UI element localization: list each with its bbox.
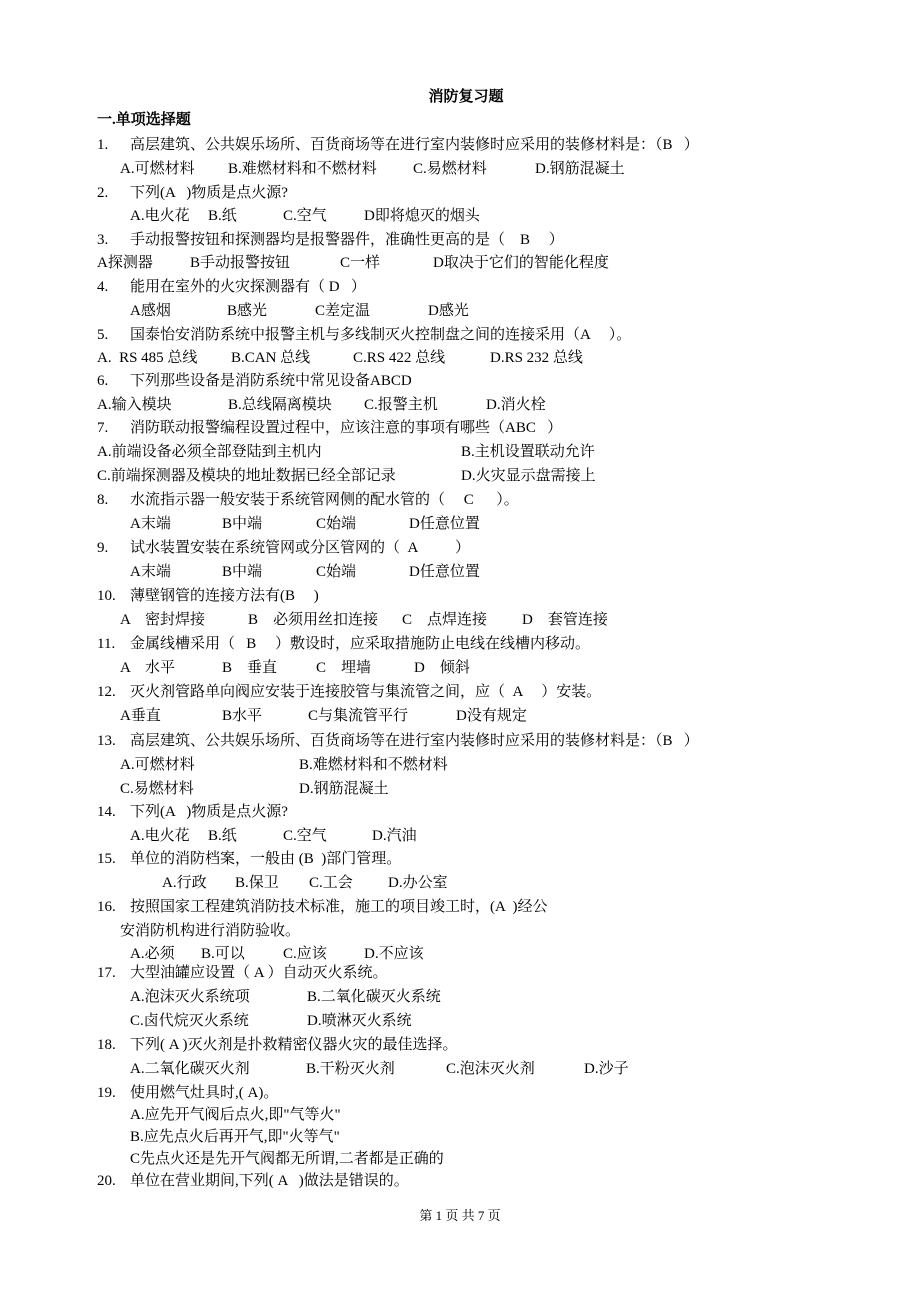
question-7-option-b: B.主机设置联动允许	[461, 444, 595, 460]
question-12-text: 灭火剂管路单向阀应安装于连接胶管与集流管之间，应（ A ）安装。	[130, 684, 602, 700]
question-9-option-b: B中端	[222, 564, 263, 580]
question-13-option-c: C.易燃材料	[120, 781, 194, 797]
question-14-option-a: A.电火花	[130, 828, 190, 844]
question-13-option-b: B.难燃材料和不燃材料	[299, 757, 448, 773]
question-1-option-b: B.难燃材料和不燃材料	[228, 161, 377, 177]
question-2-option-c: C.空气	[283, 208, 327, 224]
question-10-number: 10.	[97, 588, 116, 604]
question-17-number: 17.	[97, 965, 116, 981]
question-14-option-d: D.汽油	[372, 828, 417, 844]
question-19-option-b: B.应先点火后再开气,即"火等气"	[130, 1129, 340, 1145]
question-6-option-b: B.总线隔离模块	[228, 397, 332, 413]
question-19-option-c: C先点火还是先开气阀都无所谓,二者都是正确的	[130, 1151, 444, 1167]
question-1-option-d: D.钢筋混凝土	[535, 161, 625, 177]
question-5-number: 5.	[97, 327, 109, 343]
question-14-option-b: B.纸	[208, 828, 237, 844]
question-17-text: 大型油罐应设置（ A ）自动灭火系统。	[130, 965, 388, 981]
question-6-option-d: D.消火栓	[486, 397, 546, 413]
question-11-text: 金属线槽采用（ B ）敷设时，应采取措施防止电线在线槽内移动。	[130, 636, 591, 652]
question-12-option-a: A垂直	[120, 708, 161, 724]
question-14-number: 14.	[97, 804, 116, 820]
question-13-text: 高层建筑、公共娱乐场所、百货商场等在进行室内装修时应采用的装修材料是：（B ）	[130, 733, 699, 749]
question-15-number: 15.	[97, 851, 116, 867]
question-19-text: 使用燃气灶具时,( A)。	[130, 1085, 279, 1101]
question-19-number: 19.	[97, 1085, 116, 1101]
question-16-option-c: C.应该	[283, 946, 327, 962]
question-8-option-d: D任意位置	[409, 516, 480, 532]
question-4-option-c: C差定温	[315, 303, 371, 319]
question-7-number: 7.	[97, 420, 109, 436]
question-20-text: 单位在营业期间,下列( A )做法是错误的。	[130, 1173, 409, 1189]
question-13-option-d: D.钢筋混凝土	[299, 781, 389, 797]
question-17-option-b: B.二氧化碳灭火系统	[307, 989, 441, 1005]
question-13-number: 13.	[97, 733, 116, 749]
question-8-option-a: A末端	[130, 516, 171, 532]
question-14-option-c: C.空气	[283, 828, 327, 844]
question-17-option-c: C.卤代烷灭火系统	[130, 1013, 249, 1029]
question-10-option-b: B 必须用丝扣连接	[248, 612, 379, 628]
question-11-option-c: C 埋墙	[316, 660, 372, 676]
question-12-number: 12.	[97, 684, 116, 700]
question-3-number: 3.	[97, 232, 109, 248]
question-8-option-c: C始端	[316, 516, 357, 532]
question-7-option-c: C.前端探测器及模块的地址数据已经全部记录	[97, 468, 396, 484]
question-6-text: 下列那些设备是消防系统中常见设备ABCD	[130, 373, 412, 389]
question-1-option-c: C.易燃材料	[413, 161, 487, 177]
question-8-number: 8.	[97, 492, 109, 508]
question-18-option-b: B.干粉灭火剂	[306, 1061, 395, 1077]
question-10-text: 薄壁钢管的连接方法有(B )	[130, 588, 319, 604]
section-heading: 一.单项选择题	[97, 112, 191, 128]
question-7-option-a: A.前端设备必须全部登陆到主机内	[97, 444, 322, 460]
question-18-number: 18.	[97, 1037, 116, 1053]
question-1-number: 1.	[97, 137, 109, 153]
question-15-option-c: C.工会	[309, 875, 353, 891]
question-19-option-a: A.应先开气阀后点火,即"气等火"	[130, 1107, 341, 1123]
question-18-text: 下列( A )灭火剂是扑救精密仪器火灾的最佳选择。	[130, 1037, 458, 1053]
question-6-number: 6.	[97, 373, 109, 389]
question-2-text: 下列(A )物质是点火源?	[130, 185, 288, 201]
question-16-text-continued: 安消防机构进行消防验收。	[120, 923, 301, 939]
question-11-option-b: B 垂直	[222, 660, 278, 676]
question-13-option-a: A.可燃材料	[120, 757, 195, 773]
question-8-option-b: B中端	[222, 516, 263, 532]
question-9-option-c: C始端	[316, 564, 357, 580]
question-1-text: 高层建筑、公共娱乐场所、百货商场等在进行室内装修时应采用的装修材料是：（B ）	[130, 137, 699, 153]
question-20-number: 20.	[97, 1173, 116, 1189]
question-5-option-c: C.RS 422 总线	[353, 350, 446, 366]
question-2-number: 2.	[97, 185, 109, 201]
question-3-option-a: A探测器	[97, 255, 153, 271]
question-9-text: 试水装置安装在系统管网或分区管网的（ A ）	[130, 540, 471, 556]
question-2-option-d: D即将熄灭的烟头	[364, 208, 480, 224]
question-14-text: 下列(A )物质是点火源?	[130, 804, 288, 820]
question-2-option-b: B.纸	[208, 208, 237, 224]
question-15-option-d: D.办公室	[388, 875, 448, 891]
question-8-text: 水流指示器一般安装于系统管网侧的配水管的（ C ）。	[130, 492, 519, 508]
question-17-option-d: D.喷淋灭火系统	[307, 1013, 412, 1029]
question-11-option-d: D 倾斜	[414, 660, 470, 676]
question-16-number: 16.	[97, 899, 116, 915]
question-4-number: 4.	[97, 279, 109, 295]
question-12-option-b: B水平	[222, 708, 263, 724]
question-3-text: 手动报警按钮和探测器均是报警器件，准确性更高的是（ B ）	[130, 232, 564, 248]
question-17-option-a: A.泡沫灭火系统项	[130, 989, 250, 1005]
question-10-option-d: D 套管连接	[522, 612, 608, 628]
question-10-option-a: A 密封焊接	[120, 612, 206, 628]
question-4-text: 能用在室外的火灾探测器有（ D ）	[130, 279, 366, 295]
question-5-option-b: B.CAN 总线	[231, 350, 311, 366]
question-18-option-d: D.沙子	[584, 1061, 629, 1077]
question-5-option-d: D.RS 232 总线	[490, 350, 583, 366]
page-title: 消防复习题	[428, 89, 504, 105]
page-footer: 第 1 页 共 7 页	[419, 1208, 501, 1223]
question-3-option-b: B手动报警按钮	[190, 255, 291, 271]
question-3-option-c: C一样	[340, 255, 381, 271]
question-15-text: 单位的消防档案，一般由 (B )部门管理。	[130, 851, 402, 867]
question-16-option-d: D.不应该	[364, 946, 424, 962]
question-16-text: 按照国家工程建筑消防技术标准，施工的项目竣工时，(A )经公	[130, 899, 548, 915]
question-7-text: 消防联动报警编程设置过程中，应该注意的事项有哪些（ABC ）	[130, 420, 563, 436]
question-12-option-c: C与集流管平行	[308, 708, 409, 724]
question-5-text: 国泰怡安消防系统中报警主机与多线制灭火控制盘之间的连接采用（A ）。	[130, 327, 632, 343]
question-1-option-a: A.可燃材料	[120, 161, 195, 177]
question-11-number: 11.	[97, 636, 116, 652]
question-18-option-c: C.泡沫灭火剂	[446, 1061, 535, 1077]
question-12-option-d: D没有规定	[456, 708, 527, 724]
question-2-option-a: A.电火花	[130, 208, 190, 224]
question-5-option-a: A. RS 485 总线	[97, 350, 198, 366]
question-18-option-a: A.二氧化碳灭火剂	[130, 1061, 250, 1077]
question-4-option-b: B感光	[227, 303, 268, 319]
question-4-option-d: D感光	[428, 303, 469, 319]
question-10-option-c: C 点焊连接	[402, 612, 488, 628]
question-9-number: 9.	[97, 540, 109, 556]
question-9-option-a: A末端	[130, 564, 171, 580]
question-15-option-b: B.保卫	[235, 875, 279, 891]
question-4-option-a: A感烟	[130, 303, 171, 319]
question-16-option-b: B.可以	[201, 946, 245, 962]
question-11-option-a: A 水平	[120, 660, 176, 676]
question-7-option-d: D.火灾显示盘需接上	[461, 468, 596, 484]
question-3-option-d: D取决于它们的智能化程度	[433, 255, 609, 271]
question-16-option-a: A.必须	[130, 946, 175, 962]
question-15-option-a: A.行政	[162, 875, 207, 891]
question-9-option-d: D任意位置	[409, 564, 480, 580]
question-6-option-c: C.报警主机	[364, 397, 438, 413]
question-6-option-a: A.输入模块	[97, 397, 172, 413]
